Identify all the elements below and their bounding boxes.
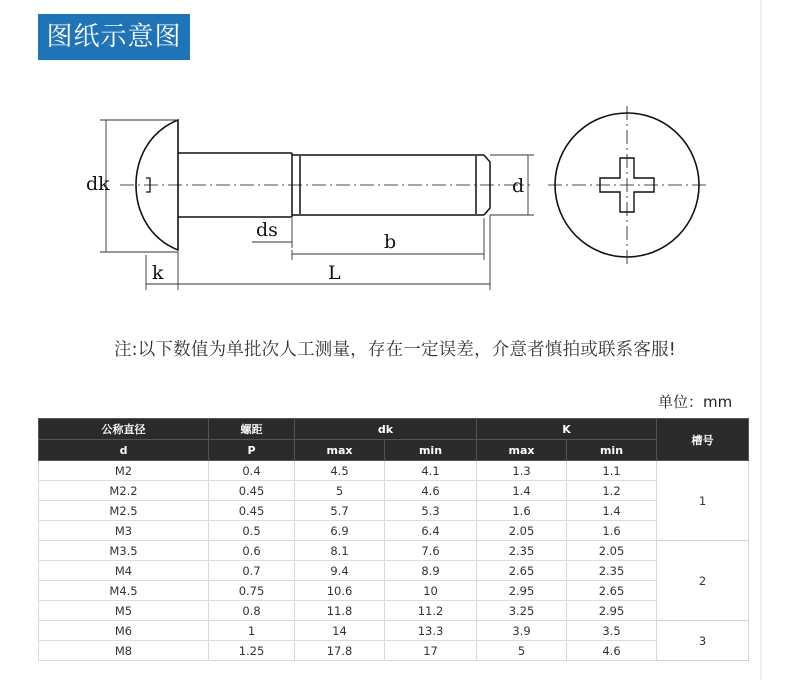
slot-number-cell: 2 xyxy=(657,541,749,621)
table-row xyxy=(39,621,749,641)
dk-min-cell: 6.4 xyxy=(385,521,477,541)
header-nominal-sub: d xyxy=(39,440,209,461)
unit-label: 单位：mm xyxy=(658,393,733,411)
dk-min-cell: 11.2 xyxy=(385,601,477,621)
table-row xyxy=(39,541,749,561)
k-min-cell: 2.95 xyxy=(567,601,657,621)
k-min-cell: 2.65 xyxy=(567,581,657,601)
header-slot: 槽号 xyxy=(657,419,749,461)
k-min-cell: 1.2 xyxy=(567,481,657,501)
dk-max-cell: 11.8 xyxy=(295,601,385,621)
slot-number-cell: 3 xyxy=(657,621,749,661)
dk-max-cell: 4.5 xyxy=(295,461,385,481)
header-pitch-sub: P xyxy=(209,440,295,461)
dk-min-cell: 4.1 xyxy=(385,461,477,481)
measurement-note: 注:以下数值为单批次人工测量，存在一定误差，介意者慎拍或联系客服! xyxy=(113,340,676,360)
label-d: d xyxy=(512,175,525,197)
k-max-cell: 3.25 xyxy=(477,601,567,621)
spec-table-body xyxy=(39,461,749,661)
header-dk-max: max xyxy=(295,440,385,461)
k-min-cell: 1.6 xyxy=(567,521,657,541)
table-row xyxy=(39,461,749,481)
k-max-cell: 1.6 xyxy=(477,501,567,521)
nominal-cell: M6 xyxy=(39,621,209,641)
header-nominal: 公称直径 xyxy=(39,419,209,440)
dk-max-cell: 5.7 xyxy=(295,501,385,521)
k-min-cell: 2.35 xyxy=(567,561,657,581)
dk-max-cell: 14 xyxy=(295,621,385,641)
nominal-cell: M2.2 xyxy=(39,481,209,501)
pitch-cell: 0.7 xyxy=(209,561,295,581)
pitch-cell: 0.8 xyxy=(209,601,295,621)
label-b: b xyxy=(384,231,397,253)
dk-max-cell: 6.9 xyxy=(295,521,385,541)
k-min-cell: 1.1 xyxy=(567,461,657,481)
header-k-max: max xyxy=(477,440,567,461)
pitch-cell: 0.6 xyxy=(209,541,295,561)
dk-max-cell: 17.8 xyxy=(295,641,385,661)
k-max-cell: 1.3 xyxy=(477,461,567,481)
screw-diagram xyxy=(0,90,790,320)
spec-table xyxy=(38,418,749,661)
table-row xyxy=(39,641,749,661)
nominal-cell: M3.5 xyxy=(39,541,209,561)
k-max-cell: 2.65 xyxy=(477,561,567,581)
pitch-cell: 0.45 xyxy=(209,481,295,501)
k-min-cell: 1.4 xyxy=(567,501,657,521)
nominal-cell: M4 xyxy=(39,561,209,581)
slot-number-cell: 1 xyxy=(657,461,749,541)
label-L: L xyxy=(328,262,341,284)
header-dk: dk xyxy=(295,419,477,440)
nominal-cell: M5 xyxy=(39,601,209,621)
label-dk: dk xyxy=(86,173,110,195)
pitch-cell: 0.5 xyxy=(209,521,295,541)
table-row xyxy=(39,481,749,501)
k-max-cell: 2.35 xyxy=(477,541,567,561)
pitch-cell: 1.25 xyxy=(209,641,295,661)
pitch-cell: 0.4 xyxy=(209,461,295,481)
k-max-cell: 5 xyxy=(477,641,567,661)
nominal-cell: M3 xyxy=(39,521,209,541)
k-min-cell: 4.6 xyxy=(567,641,657,661)
dk-min-cell: 5.3 xyxy=(385,501,477,521)
table-row xyxy=(39,581,749,601)
page-title: 图纸示意图 xyxy=(38,14,190,60)
nominal-cell: M2 xyxy=(39,461,209,481)
table-row xyxy=(39,521,749,541)
k-max-cell: 2.95 xyxy=(477,581,567,601)
dk-min-cell: 10 xyxy=(385,581,477,601)
dk-max-cell: 5 xyxy=(295,481,385,501)
k-min-cell: 2.05 xyxy=(567,541,657,561)
dk-min-cell: 13.3 xyxy=(385,621,477,641)
header-dk-min: min xyxy=(385,440,477,461)
pitch-cell: 0.45 xyxy=(209,501,295,521)
label-k: k xyxy=(152,262,164,284)
dk-min-cell: 7.6 xyxy=(385,541,477,561)
table-row xyxy=(39,501,749,521)
dk-max-cell: 8.1 xyxy=(295,541,385,561)
header-pitch: 螺距 xyxy=(209,419,295,440)
label-ds: ds xyxy=(256,219,278,241)
header-k-min: min xyxy=(567,440,657,461)
k-max-cell: 2.05 xyxy=(477,521,567,541)
dk-min-cell: 17 xyxy=(385,641,477,661)
k-max-cell: 1.4 xyxy=(477,481,567,501)
nominal-cell: M4.5 xyxy=(39,581,209,601)
dk-min-cell: 8.9 xyxy=(385,561,477,581)
pitch-cell: 0.75 xyxy=(209,581,295,601)
table-row xyxy=(39,601,749,621)
dk-max-cell: 9.4 xyxy=(295,561,385,581)
k-max-cell: 3.9 xyxy=(477,621,567,641)
pitch-cell: 1 xyxy=(209,621,295,641)
nominal-cell: M2.5 xyxy=(39,501,209,521)
k-min-cell: 3.5 xyxy=(567,621,657,641)
dk-max-cell: 10.6 xyxy=(295,581,385,601)
table-row xyxy=(39,561,749,581)
header-k: K xyxy=(477,419,657,440)
nominal-cell: M8 xyxy=(39,641,209,661)
dk-min-cell: 4.6 xyxy=(385,481,477,501)
